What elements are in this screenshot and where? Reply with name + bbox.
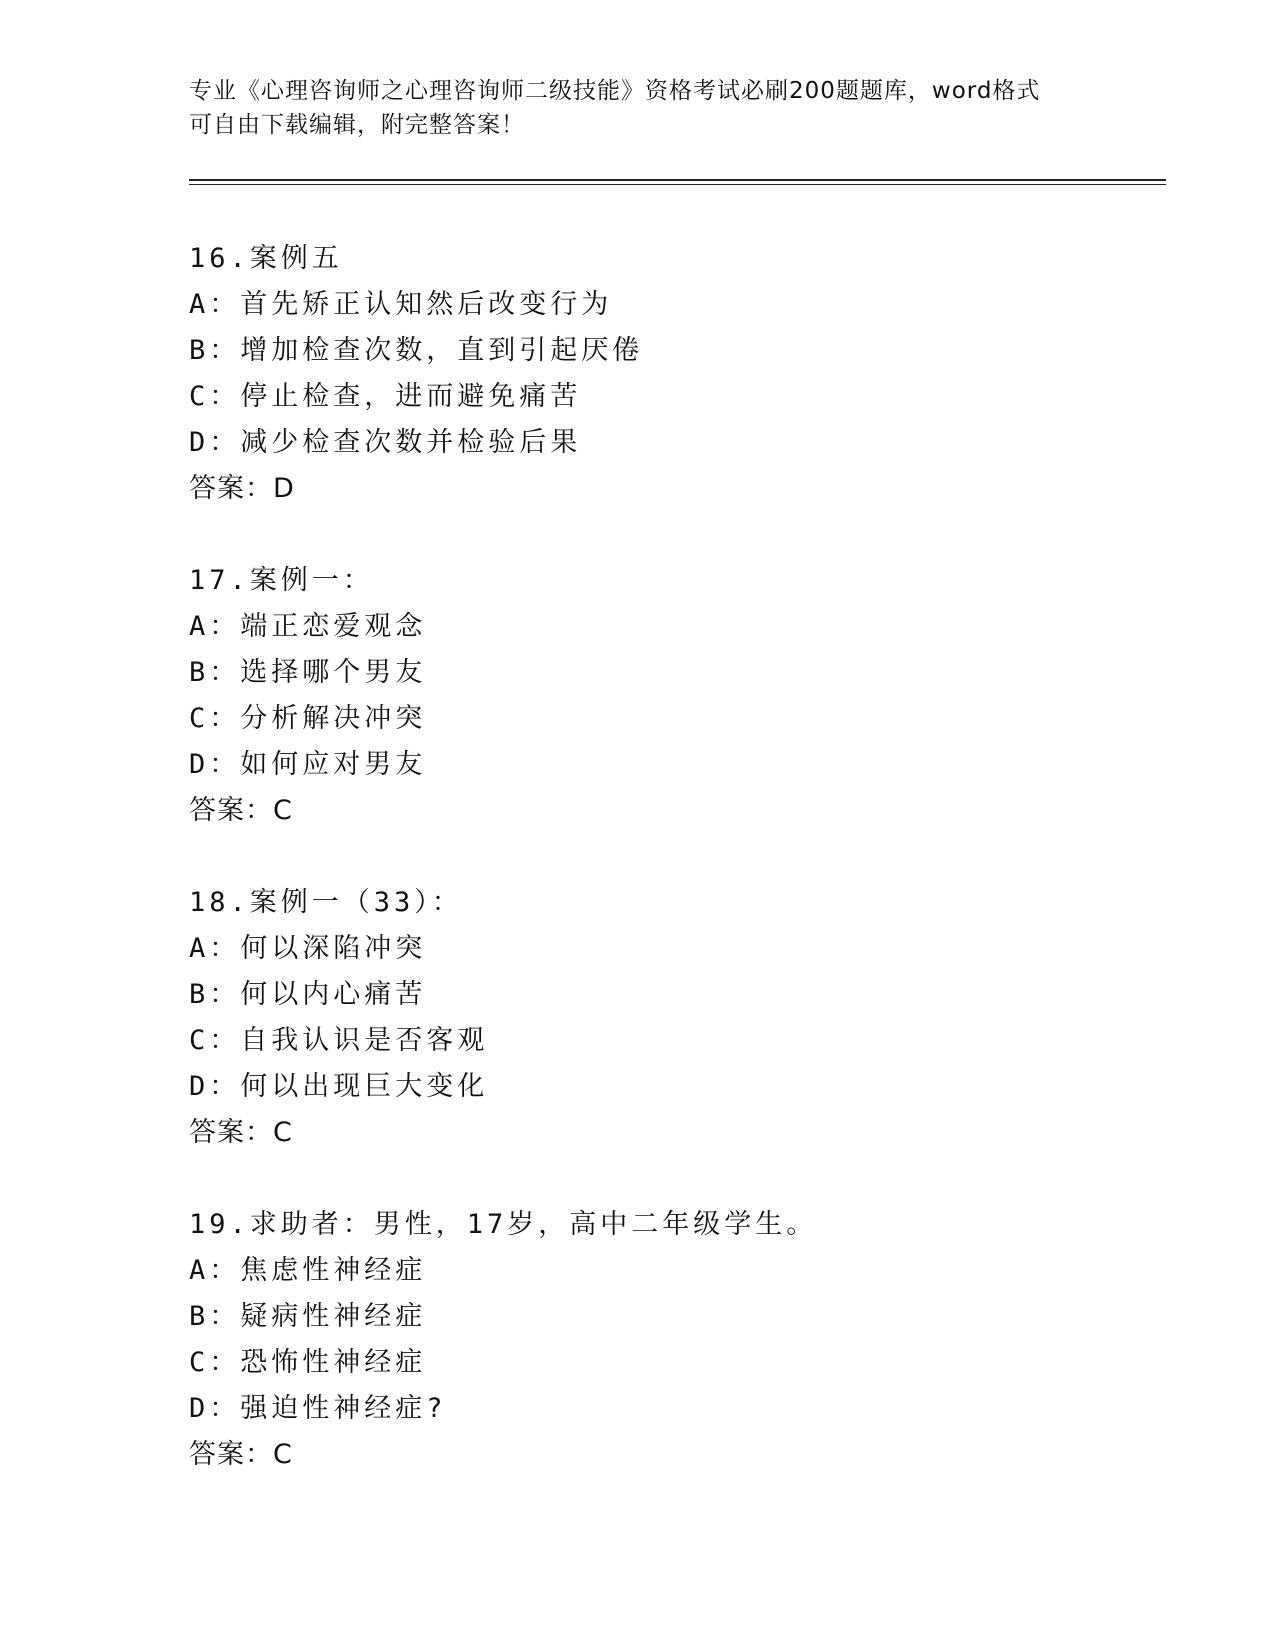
header-line-1: 专业《心理咨询师之心理咨询师二级技能》资格考试必刷200题题库，word格式 <box>189 78 1041 104</box>
question-19 <box>189 1202 1169 1478</box>
option-c: C：自我认识是否客观 <box>189 1025 489 1056</box>
option-d: D：减少检查次数并检验后果 <box>189 427 582 458</box>
option-b: B：何以内心痛苦 <box>189 979 427 1010</box>
option-d: D：何以出现巨大变化 <box>189 1071 489 1102</box>
option-a: A：焦虑性神经症 <box>189 1255 427 1286</box>
question-16 <box>189 236 1169 512</box>
option-a: A：端正恋爱观念 <box>189 611 427 642</box>
option-c: C：分析解决冲突 <box>189 703 427 734</box>
option-b: B：增加检查次数，直到引起厌倦 <box>189 335 644 366</box>
question-title: 16.案例五 <box>189 243 343 274</box>
option-d: D：如何应对男友 <box>189 749 427 780</box>
option-b: B：疑病性神经症 <box>189 1301 427 1332</box>
option-b: B：选择哪个男友 <box>189 657 427 688</box>
option-d: D：强迫性神经症? <box>189 1393 447 1424</box>
option-a: A：首先矫正认知然后改变行为 <box>189 289 613 320</box>
question-title: 19.求助者：男性，17岁，高中二年级学生。 <box>189 1209 818 1240</box>
header-divider-thin <box>189 184 1166 185</box>
answer-line: 答案：C <box>189 1439 293 1470</box>
option-c: C：恐怖性神经症 <box>189 1347 427 1378</box>
document-header <box>189 74 1089 142</box>
option-a: A：何以深陷冲突 <box>189 933 427 964</box>
header-divider-thick <box>189 179 1166 181</box>
header-line-2: 可自由下载编辑，附完整答案！ <box>189 112 525 138</box>
question-18 <box>189 880 1169 1156</box>
option-c: C：停止检查，进而避免痛苦 <box>189 381 582 412</box>
answer-line: 答案：D <box>189 473 295 504</box>
answer-line: 答案：C <box>189 795 293 826</box>
question-title: 17.案例一： <box>189 565 374 596</box>
question-title: 18.案例一（33）： <box>189 887 463 918</box>
question-list <box>189 236 1169 1524</box>
answer-line: 答案：C <box>189 1117 293 1148</box>
question-17 <box>189 558 1169 834</box>
